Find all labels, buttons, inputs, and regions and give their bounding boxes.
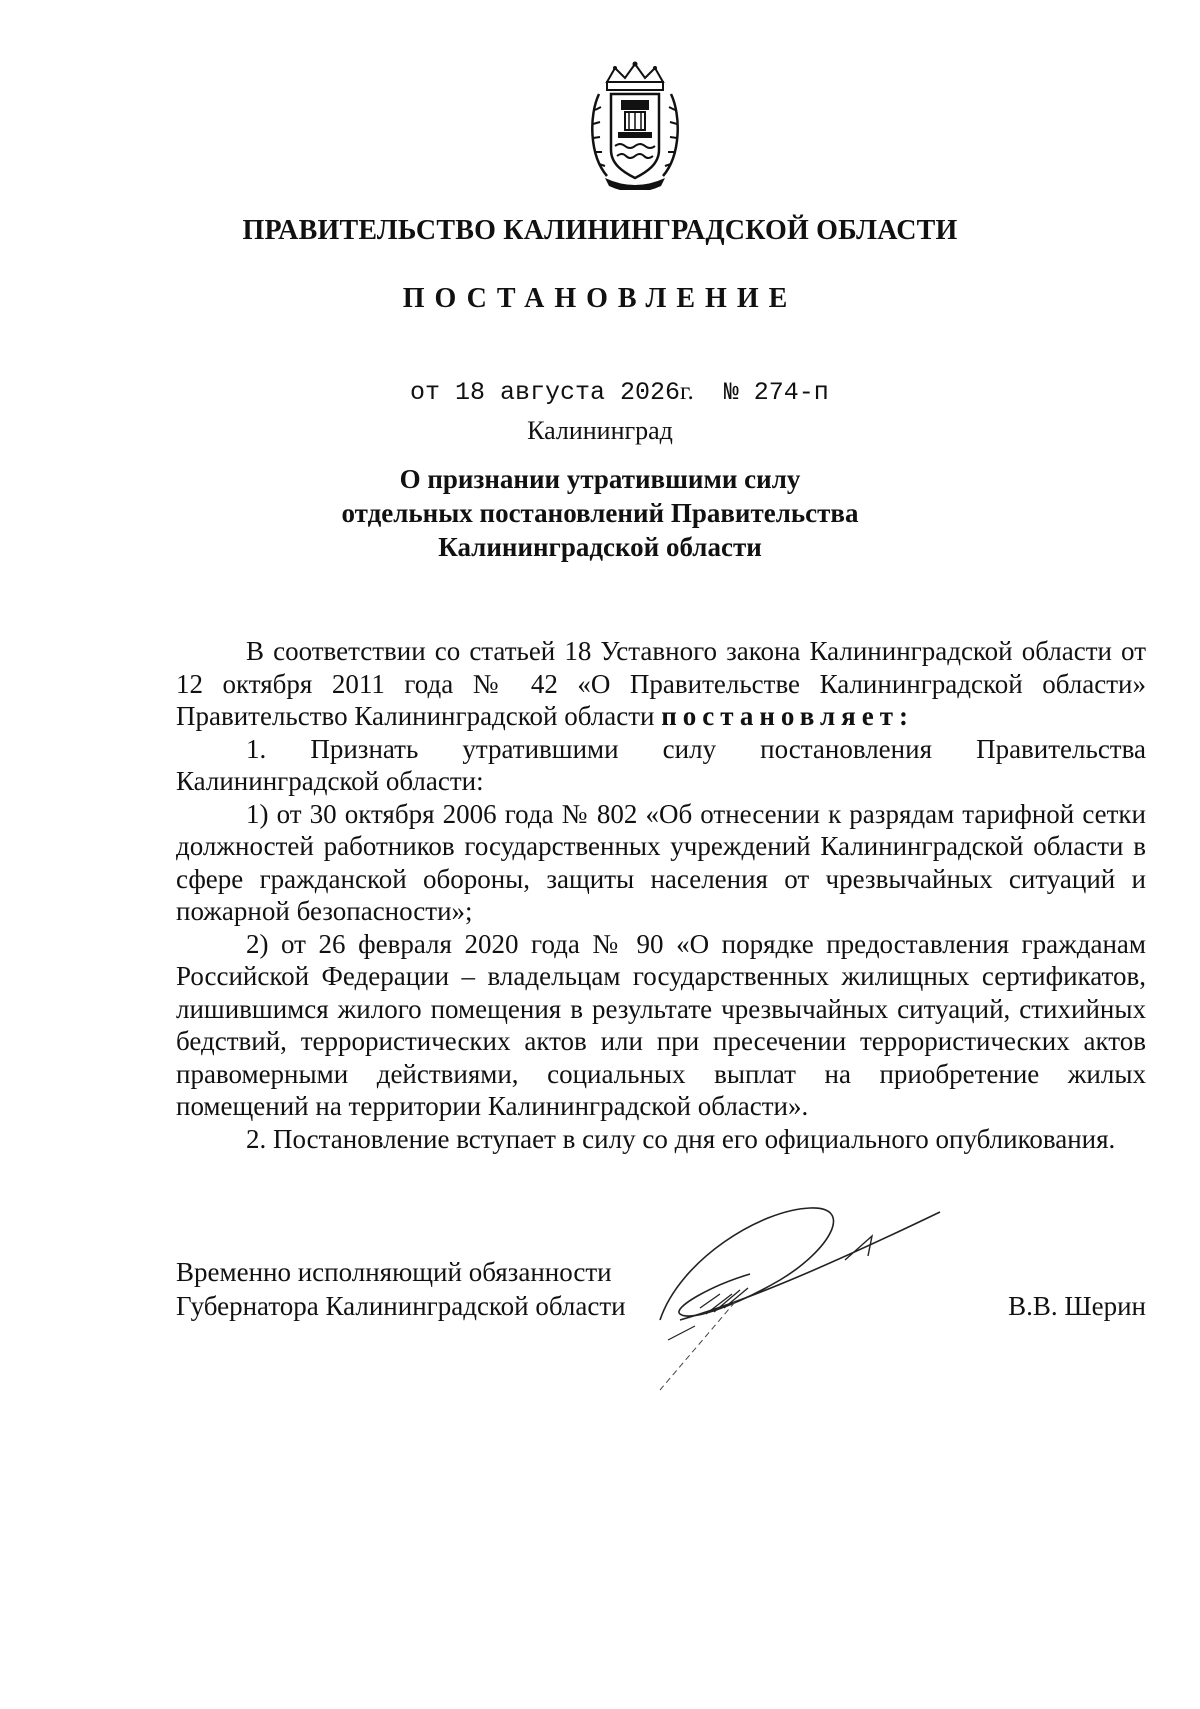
date-number-line (410, 378, 829, 407)
signer-position-line: Временно исполняющий обязанности (176, 1257, 612, 1287)
title-line: отдельных постановлений Правительства (341, 498, 859, 528)
document-body (176, 635, 1146, 1155)
document-title (0, 462, 1200, 564)
document-type: ПОСТАНОВЛЕНИЕ (402, 283, 798, 314)
item-1-paragraph: 1. Признать утратившими силу постановления Правительства Калининградской области: (176, 733, 1146, 796)
organization-name: ПРАВИТЕЛЬСТВО КАЛИНИНГРАДСКОЙ ОБЛАСТИ (242, 215, 958, 246)
handwritten-signature-icon (640, 1190, 970, 1400)
item-2-paragraph: 2. Постановление вступает в силу со дня его официального опубликования. (246, 1123, 1116, 1154)
preamble-paragraph (176, 635, 1146, 733)
preamble-text: В соответствии со статьей 18 Уставного закона Калининградской области от 12 октября 2011 года № 42 «О Правительстве Калининградской области» Правительство Калининградской области (176, 636, 1146, 731)
signer-position (176, 1255, 626, 1323)
signer-name: В.В. Шерин (1008, 1291, 1146, 1321)
signer-position-line: Губернатора Калининградской области (176, 1291, 626, 1321)
sub-item-2-paragraph: 2) от 26 февраля 2020 года № 90 «О порядке предоставления гражданам Российской Федерации – владельцам государственных жилищных сертификатов, лишившимся жилого помещения в результате чрезвычайных ситуаций, стихийных бедствий, террористических актов или при пресечении террористических актов правомерными действиями, социальных выплат на приобретение жилых помещений на территории Калининградской области». (176, 928, 1146, 1121)
coat-of-arms-icon (585, 60, 685, 190)
document-city: Калининград (527, 416, 673, 445)
title-line: О признании утратившими силу (399, 464, 801, 494)
title-line: Калининградской области (438, 532, 762, 562)
document-date: от 18 августа 2026 (410, 378, 681, 407)
date-year-suffix: г. (680, 378, 694, 405)
decree-word: постановляет: (661, 701, 914, 731)
document-number: № 274-п (723, 378, 829, 407)
sub-item-1-paragraph: 1) от 30 октября 2006 года № 802 «Об отнесении к разрядам тарифной сетки должностей работников государственных учреждений Калининградской области в сфере гражданской обороны, защиты населения от чрезвычайных ситуаций и пожарной безопасности»; (176, 798, 1146, 926)
